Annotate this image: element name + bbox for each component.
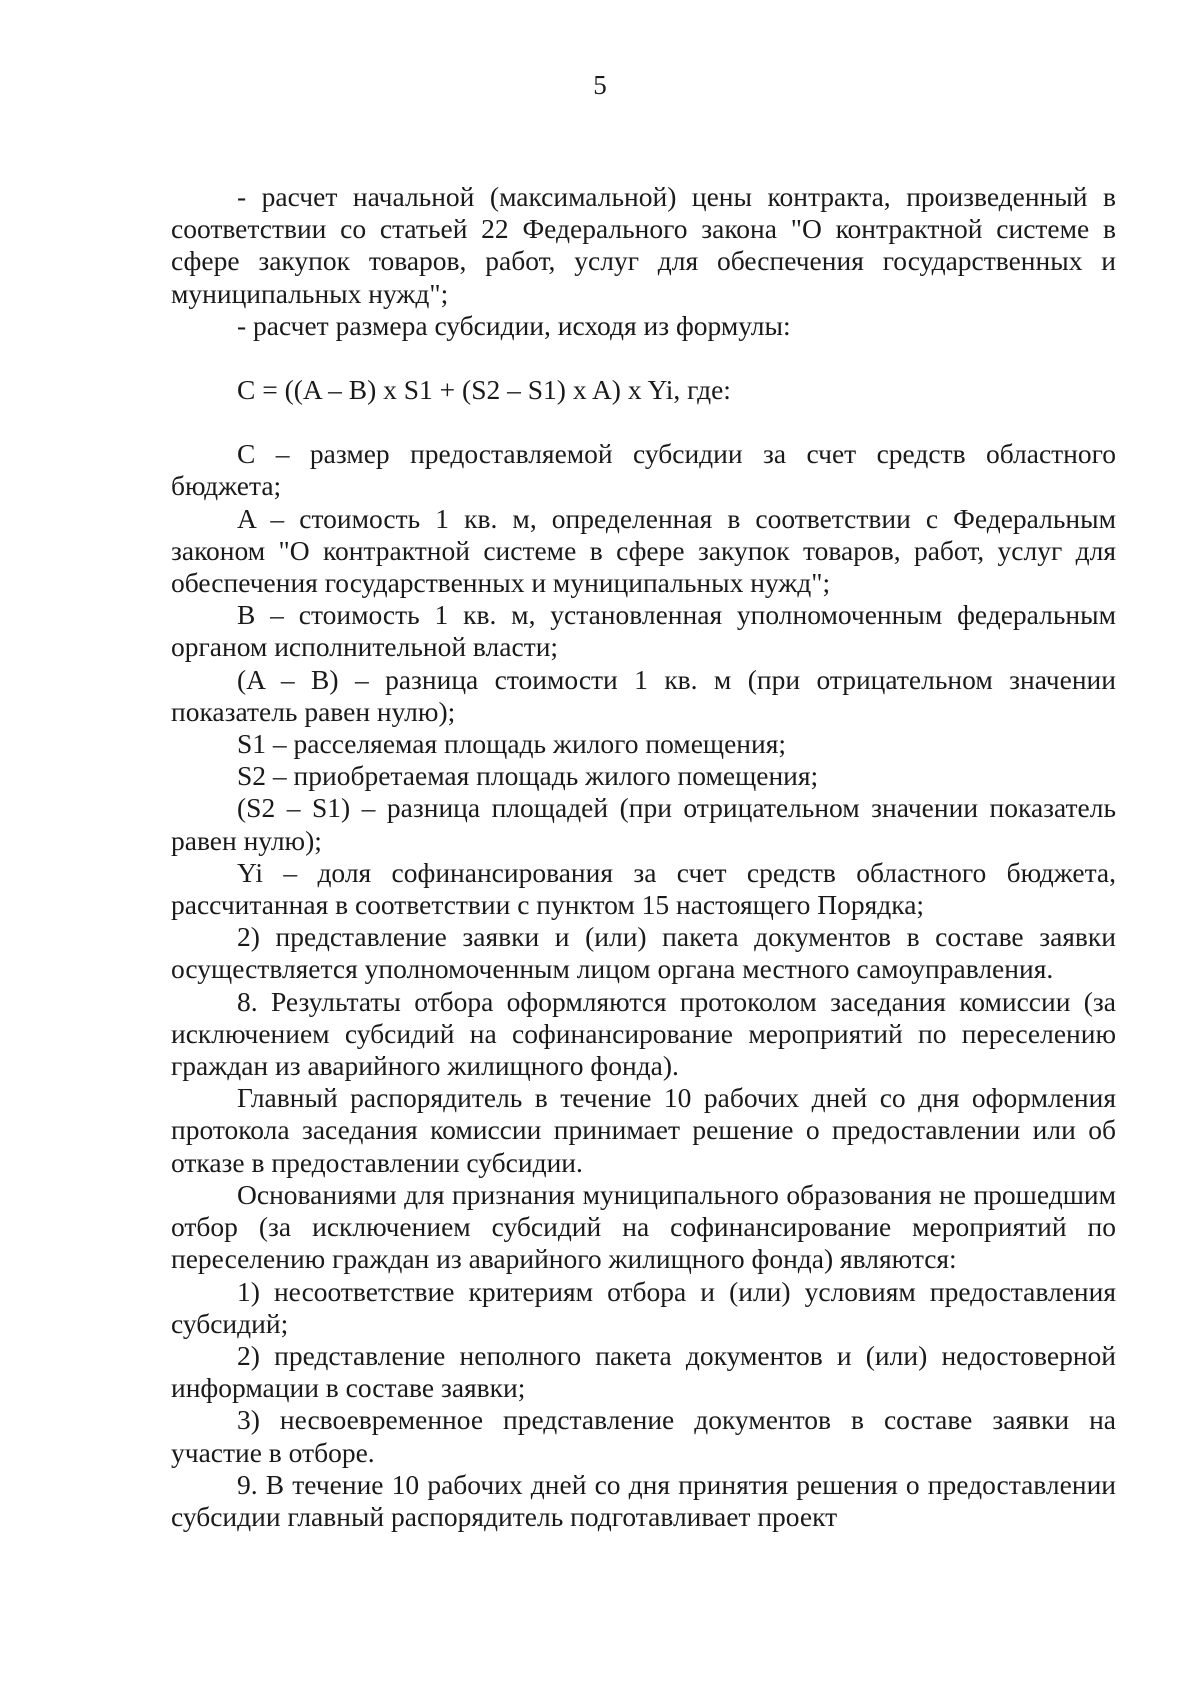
rejection-ground-2: 2) представление неполного пакета документов и (или) недостоверной информации в составе заявки; (171, 1339, 1116, 1404)
paragraph-section-8: 8. Результаты отбора оформляются протоколом заседания комиссии (за исключением субсидий на софинансирование мероприятий по переселению граждан из аварийного жилищного фонда). (171, 985, 1116, 1082)
rejection-ground-3: 3) несвоевременное представление документов в составе заявки на участие в отборе. (171, 1404, 1116, 1468)
page-number: 5 (593, 70, 607, 100)
paragraph-subsidy-calculation: - расчет размера субсидии, исходя из формулы: (237, 309, 791, 341)
definition-c: C – размер предоставляемой субсидии за счет средств областного бюджета; (171, 438, 1116, 502)
paragraph-decision: Главный распорядитель в течение 10 рабочих дней со дня оформления протокола заседания комиссии принимает решение о предоставлении или об отказе в предоставлении субсидии. (171, 1082, 1116, 1178)
paragraph-rejection-grounds: Основаниями для признания муниципального образования не прошедшим отбор (за исключением субсидий на софинансирование мероприятий по переселению граждан из аварийного жилищного фонда) являются: (171, 1178, 1116, 1275)
definition-s2: S2 – приобретаемая площадь жилого помещения; (237, 760, 819, 792)
paragraph-price-calculation: - расчет начальной (максимальной) цены контракта, произведенный в соответствии со статьей 22 Федерального закона "О контрактной системе в сфере закупок товаров, работ, услуг для обеспечения государственных и муниципальных нужд"; (171, 181, 1116, 309)
definition-a-minus-b: (A – B) – разница стоимости 1 кв. м (при отрицательном значении показатель равен нулю); (171, 663, 1116, 727)
rejection-ground-1: 1) несоответствие критериям отбора и (или) условиям предоставления субсидий; (171, 1275, 1116, 1339)
document-body (171, 181, 1116, 1533)
definition-yi: Yi – доля софинансирования за счет средств областного бюджета, рассчитанная в соответствии с пунктом 15 настоящего Порядка; (171, 856, 1116, 921)
definition-s2-minus-s1: (S2 – S1) – разница площадей (при отрицательном значении показатель равен нулю); (171, 792, 1116, 856)
subsidy-formula: C = ((A – B) x S1 + (S2 – S1) x A) x Yi, где: (237, 374, 731, 406)
definition-b: B – стоимость 1 кв. м, установленная уполномоченным федеральным органом исполнительной власти; (171, 599, 1116, 663)
paragraph-application-submission: 2) представление заявки и (или) пакета документов в составе заявки осуществляется уполномоченным лицом органа местного самоуправления. (171, 921, 1116, 985)
definition-s1: S1 – расселяемая площадь жилого помещения; (237, 728, 787, 760)
definition-a: A – стоимость 1 кв. м, определенная в соответствии с Федеральным законом "О контрактной системе в сфере закупок товаров, работ, услуг для обеспечения государственных и муниципальных нужд"; (171, 502, 1116, 599)
paragraph-section-9: 9. В течение 10 рабочих дней со дня принятия решения о предоставлении субсидии главный распорядитель подготавливает проект (171, 1468, 1116, 1532)
